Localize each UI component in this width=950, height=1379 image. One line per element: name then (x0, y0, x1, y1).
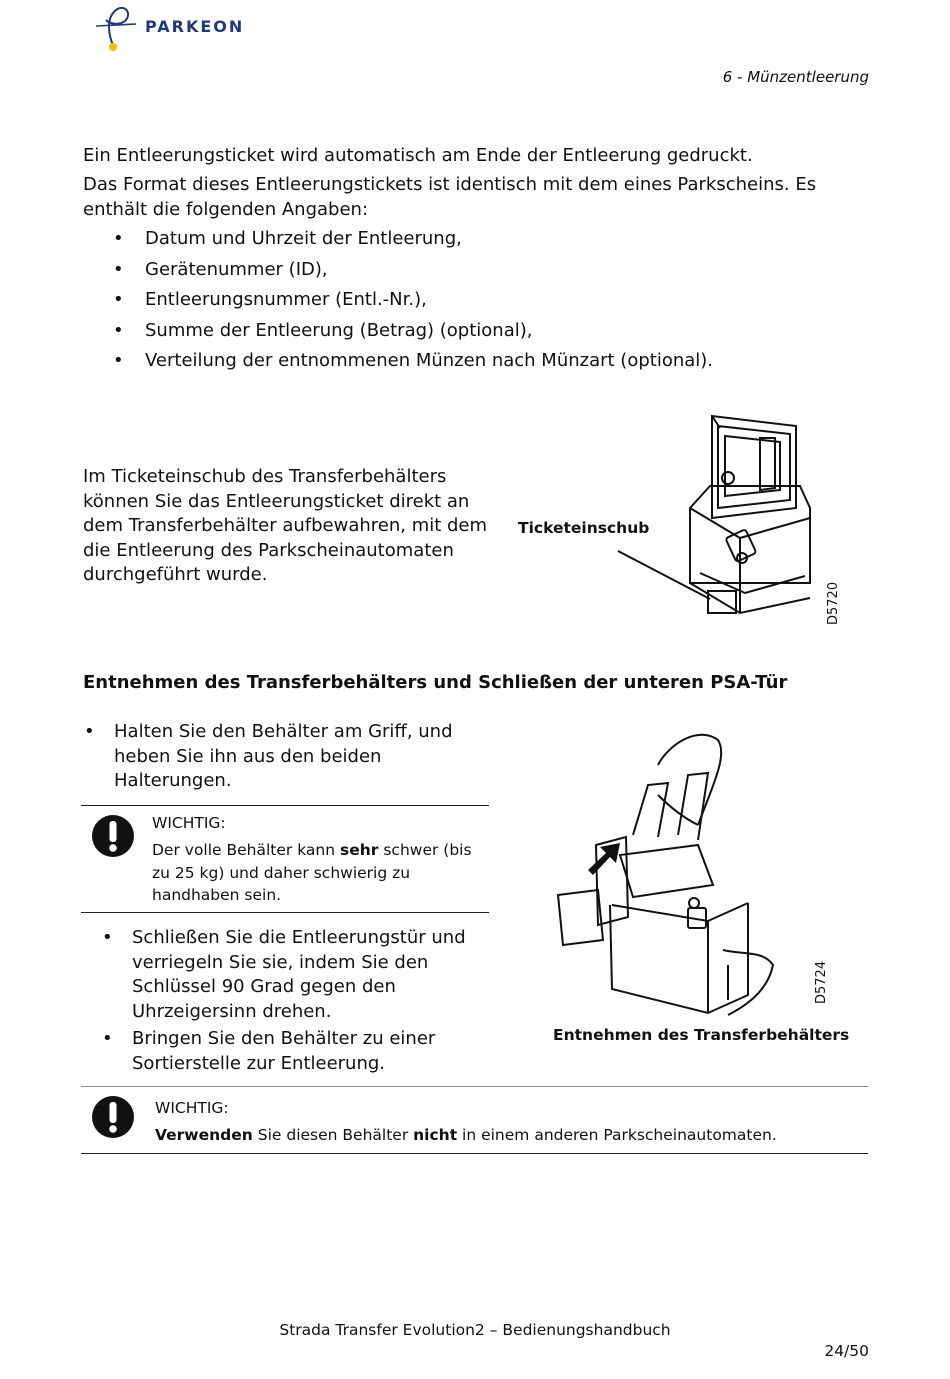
ticket-paragraph: Im Ticketeinschub des Transferbehälters können Sie das Entleerungsticket direkt an dem Transferbehälter aufbewahren, mit dem die Entleerung des Parkscheinautomaten durchgeführt wurde. (83, 466, 488, 585)
warning-body: Verwenden Sie diesen Behälter nicht in einem anderen Parkscheinautomaten. (155, 1126, 777, 1144)
warning-body: Der volle Behälter kann sehr schwer (bis zu 25 kg) und daher schwierig zu handhaben sein. (152, 841, 472, 904)
list-item: • Datum und Uhrzeit der Entleerung, (113, 228, 813, 259)
warning-box-weight (81, 805, 489, 913)
intro-line-2: Das Format dieses Entleerungstickets ist identisch mit dem eines Parkscheins. Es enthält die folgenden Angaben: (83, 174, 817, 220)
figure-code-text: D5724 (814, 960, 829, 1004)
container-removal-illustration (548, 725, 818, 1020)
list-item: • Schließen Sie die Entleerungstür und verriegeln Sie sie, indem Sie den Schlüssel 90 Grad gegen den Uhrzeigersinn drehen. (132, 926, 492, 1024)
warning-box-other-machine (81, 1086, 868, 1154)
logo-wordmark: PARKEON (145, 17, 245, 36)
figure-code-d5724 (814, 962, 830, 1006)
intro-line-1: Ein Entleerungsticket wird automatisch am Ende der Entleerung gedruckt. (83, 145, 753, 166)
intro-bullet-list (113, 228, 813, 381)
figure-caption: Entnehmen des Transferbehälters (553, 1026, 850, 1044)
list-item: • Summe der Entleerung (Betrag) (optional), (113, 320, 813, 351)
list-item: • Bringen Sie den Behälter zu einer Sortierstelle zur Entleerung. (132, 1027, 492, 1076)
page-number: 24/50 (824, 1342, 869, 1360)
warning-title: WICHTIG: (152, 814, 226, 832)
step-list-2 (132, 926, 492, 1076)
section-title: Entnehmen des Transferbehälters und Schließen der unteren PSA-Tür (83, 672, 788, 693)
list-item: • Verteilung der entnommenen Münzen nach Münzart (optional). (113, 350, 813, 381)
step-list-1 (114, 720, 484, 794)
transfer-container-illustration (600, 408, 830, 638)
warning-exclamation-icon (91, 1095, 135, 1139)
figure-code-text: D5720 (826, 581, 841, 625)
warning-title: WICHTIG: (155, 1099, 229, 1117)
list-item: • Halten Sie den Behälter am Griff, und heben Sie ihn aus den beiden Halterungen. (114, 720, 484, 794)
footer-doc-title: Strada Transfer Evolution2 – Bedienungshandbuch (279, 1321, 671, 1339)
list-item: • Entleerungsnummer (Entl.-Nr.), (113, 289, 813, 320)
ticket-slot-label: Ticketeinschub (518, 519, 650, 537)
list-item: • Gerätenummer (ID), (113, 259, 813, 290)
chapter-title: 6 - Münzentleerung (722, 68, 869, 86)
warning-exclamation-icon (91, 814, 135, 858)
figure-code-d5720 (826, 583, 842, 627)
